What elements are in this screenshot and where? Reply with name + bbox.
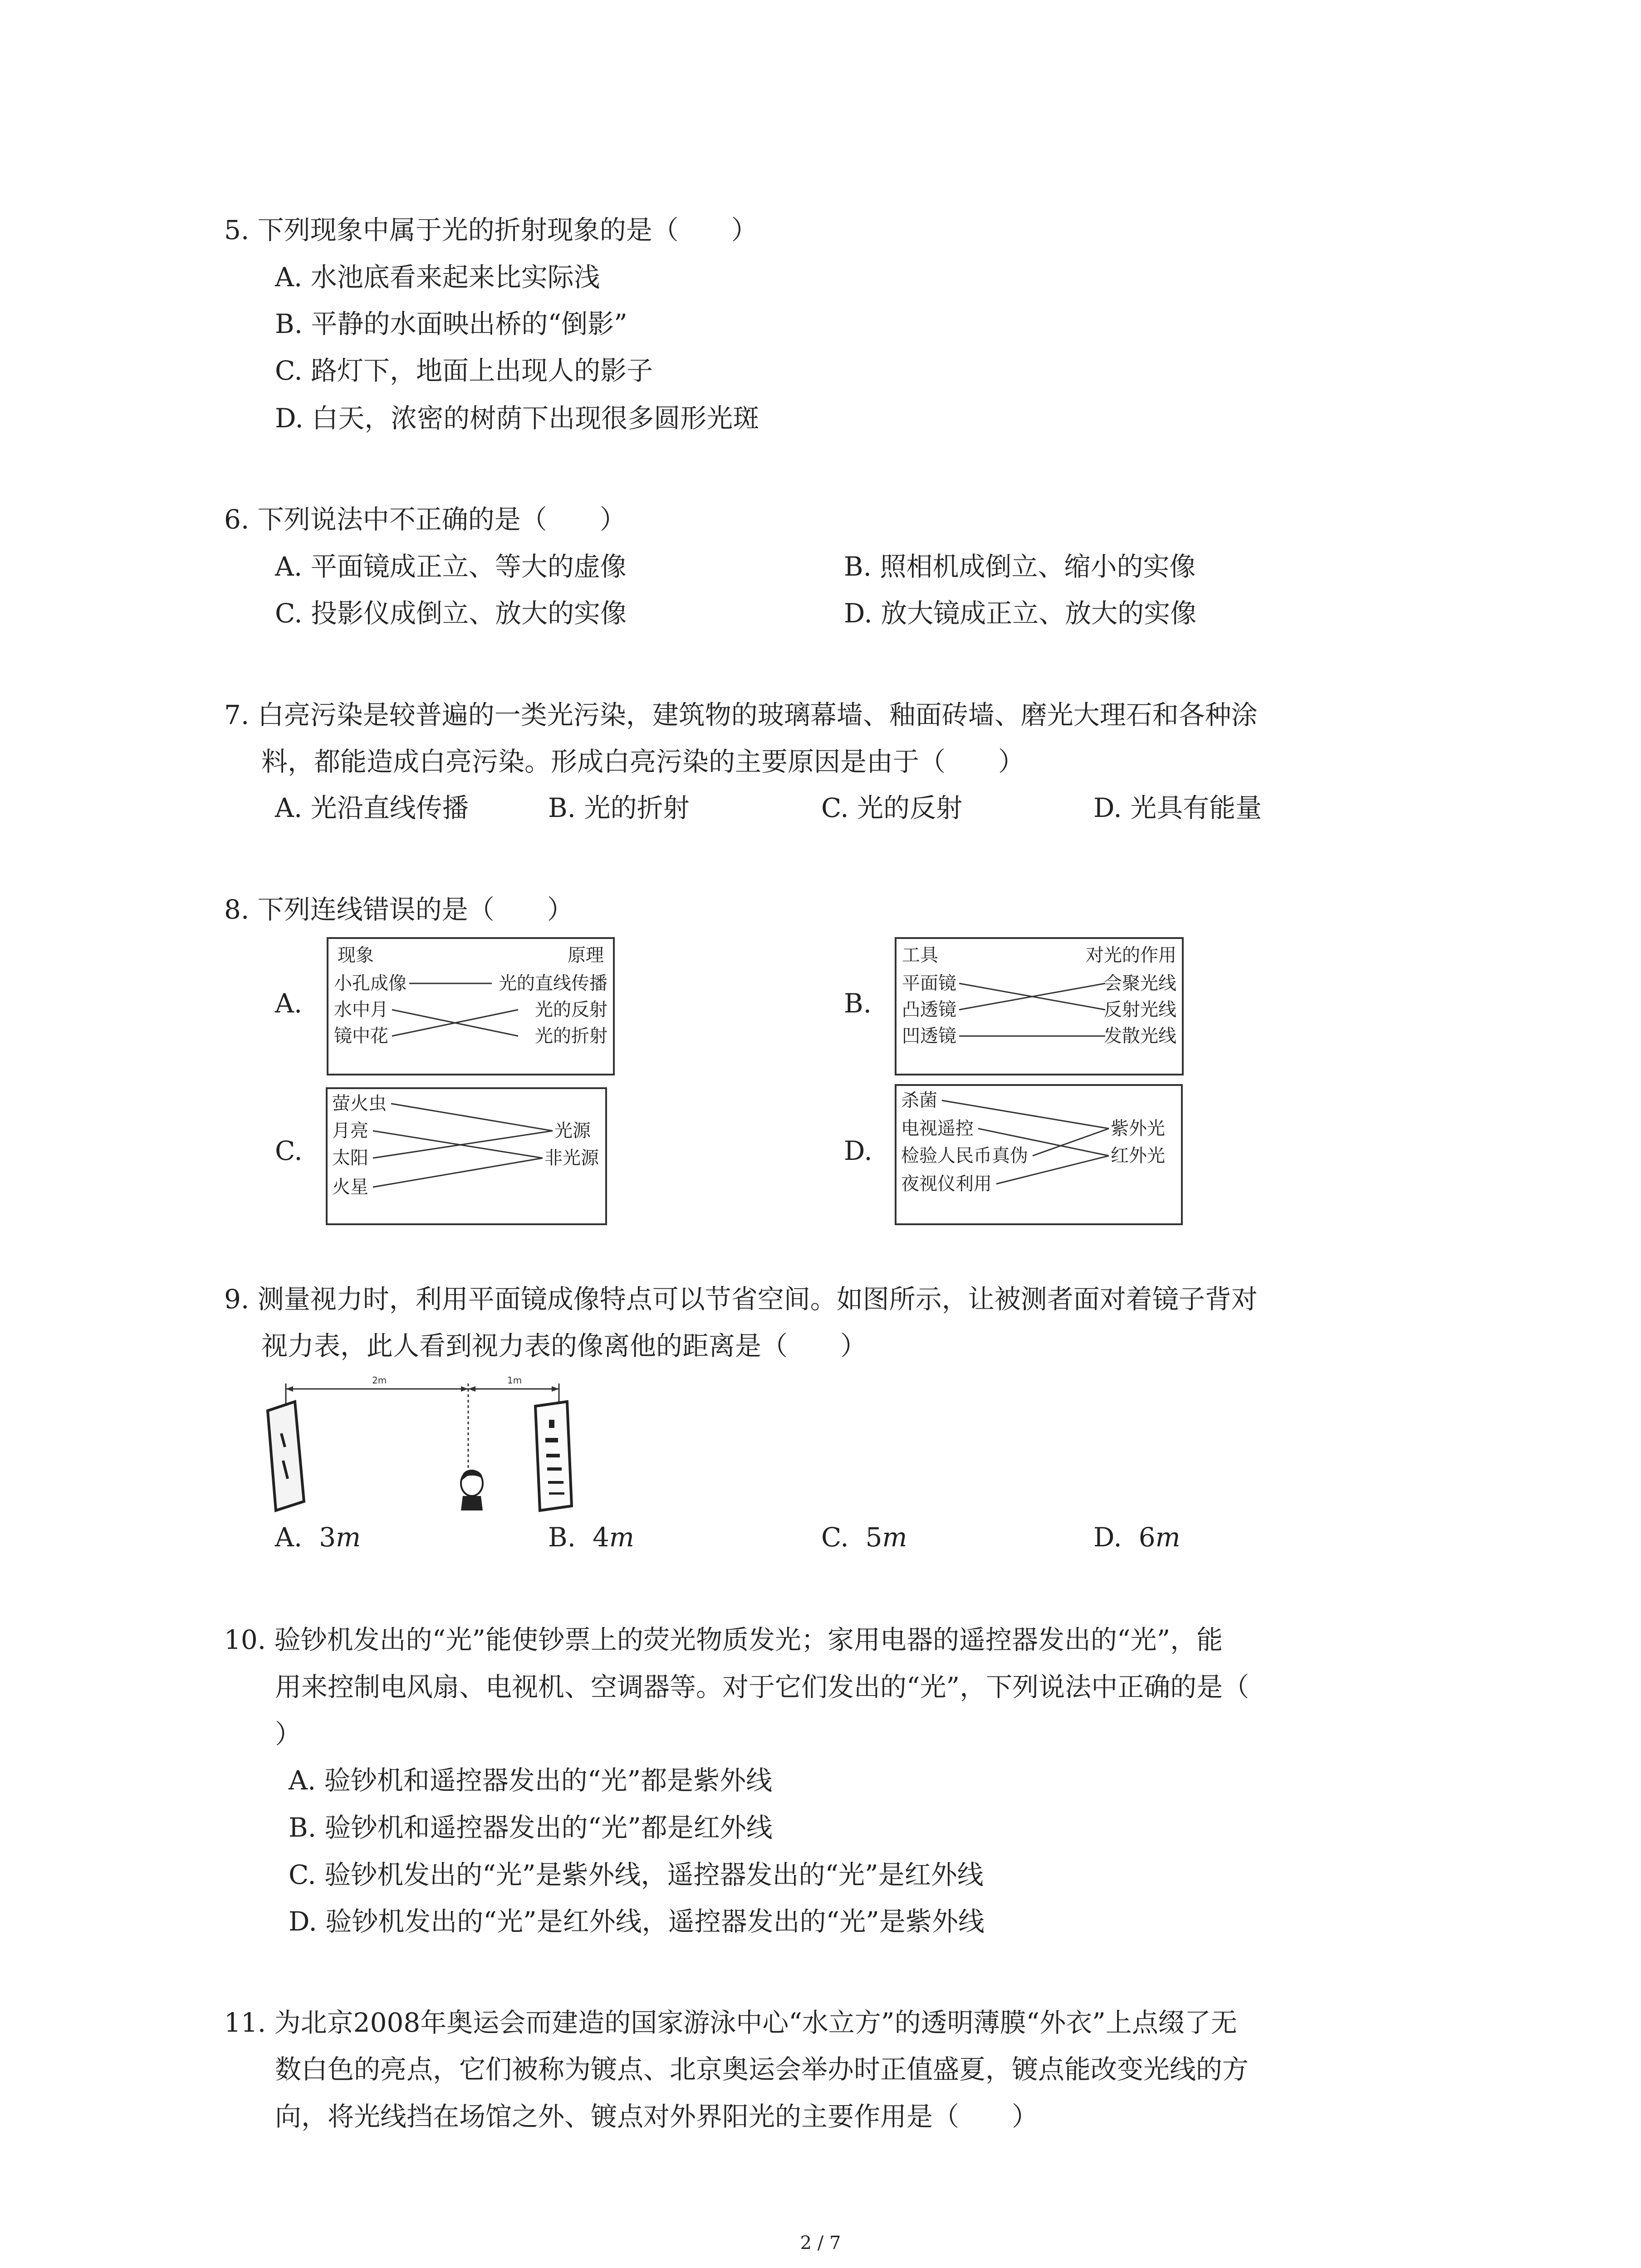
eye-chart-icon <box>535 1402 572 1510</box>
q9-option-d-letter: D. <box>1093 1522 1122 1553</box>
box-d-left-1: 杀菌 <box>901 1090 937 1111</box>
q6-option-c: C. 投影仪成倒立、放大的实像 <box>275 598 627 629</box>
box-d-left-3: 检验人民币真伪 <box>901 1145 1028 1166</box>
q9-option-c-unit: m <box>882 1522 907 1553</box>
connector-c4 <box>373 1158 543 1187</box>
q8-label-c: C. <box>275 1135 303 1166</box>
q11-stem-line1: 11. 为北京2008年奥运会而建造的国家游泳中心“水立方”的透明薄膜“外衣”上点缀了无 <box>224 2007 1237 2038</box>
box-b-left-1: 平面镜 <box>902 973 956 994</box>
q11-stem-line3: 向，将光线挡在场馆之外、镀点对外界阳光的主要作用是（ ） <box>275 2101 1038 2132</box>
q5-option-c: C. 路灯下，地面上出现人的影子 <box>275 355 653 386</box>
box-b-left-2: 凸透镜 <box>902 999 956 1020</box>
box-a-connectors <box>328 939 617 1077</box>
box-a-left-2: 水中月 <box>334 999 388 1020</box>
q10-stem-line3: ） <box>275 1719 302 1750</box>
q9-option-b-letter: B. <box>548 1522 576 1553</box>
eye-chart-diagram <box>259 1370 576 1524</box>
q9-option-c-letter: C. <box>821 1522 849 1553</box>
box-a-head-right: 原理 <box>568 945 604 966</box>
q6-option-b: B. 照相机成倒立、缩小的实像 <box>844 551 1196 582</box>
q9-stem-line2: 视力表，此人看到视力表的像离他的距离是（ ） <box>261 1330 867 1361</box>
person-icon <box>461 1470 483 1510</box>
q8-box-d <box>895 1084 1183 1225</box>
q9-option-a-value: 3 <box>319 1522 336 1553</box>
q9-stem-line1: 9. 测量视力时，利用平面镜成像特点可以节省空间。如图所示，让被测者面对着镜子背对 <box>224 1284 1258 1315</box>
q8-stem: 8. 下列连线错误的是（ ） <box>224 894 573 925</box>
q9-option-b-value: 4 <box>592 1522 609 1553</box>
box-d-left-2: 电视遥控 <box>901 1118 974 1139</box>
page-number: 2 / 7 <box>800 2233 841 2253</box>
q5-option-b: B. 平静的水面映出桥的“倒影” <box>275 308 627 339</box>
q6-option-d: D. 放大镜成正立、放大的实像 <box>844 598 1197 629</box>
q11-stem-line2: 数白色的亮点，它们被称为镀点、北京奥运会举办时正值盛夏，镀点能改变光线的方 <box>275 2054 1249 2085</box>
connector-c1 <box>391 1104 553 1131</box>
box-c-left-1: 萤火虫 <box>332 1093 387 1114</box>
q9-option-d <box>1093 1522 1181 1553</box>
box-b-right-1: 会聚光线 <box>1104 973 1176 994</box>
q8-box-a <box>327 937 615 1075</box>
box-b-connectors <box>896 939 1185 1077</box>
q9-option-a <box>275 1522 361 1553</box>
mirror-icon <box>268 1402 304 1510</box>
box-b-head-right: 对光的作用 <box>1086 945 1176 966</box>
q10-option-c: C. 验钞机发出的“光”是紫外线，遥控器发出的“光”是红外线 <box>289 1859 984 1890</box>
dim-label-1m: 1m <box>507 1375 522 1386</box>
box-a-left-3: 镜中花 <box>334 1026 388 1046</box>
dim-label-2m: 2m <box>372 1375 387 1386</box>
box-a-right-3: 光的折射 <box>535 1026 607 1046</box>
box-d-right-1: 紫外光 <box>1111 1118 1165 1139</box>
q9-option-a-unit: m <box>336 1522 361 1553</box>
q5-option-a: A. 水池底看来起来比实际浅 <box>275 262 600 293</box>
connector-d1 <box>942 1100 1109 1129</box>
box-d-left-4: 夜视仪利用 <box>901 1173 992 1194</box>
box-a-right-2: 光的反射 <box>535 999 607 1020</box>
q10-option-d: D. 验钞机发出的“光”是红外线，遥控器发出的“光”是紫外线 <box>289 1906 985 1937</box>
q8-label-b: B. <box>844 988 872 1019</box>
q6-option-a: A. 平面镜成正立、等大的虚像 <box>275 551 627 582</box>
box-c-right-1: 光源 <box>554 1120 591 1141</box>
q7-stem-line1: 7. 白亮污染是较普遍的一类光污染，建筑物的玻璃幕墙、釉面砖墙、磨光大理石和各种涂 <box>224 699 1258 730</box>
q8-label-a: A. <box>275 988 303 1019</box>
box-c-right-2: 非光源 <box>544 1148 599 1168</box>
box-c-left-2: 月亮 <box>332 1120 368 1141</box>
box-b-right-2: 反射光线 <box>1104 999 1176 1020</box>
q8-box-b <box>895 937 1184 1075</box>
q9-option-a-letter: A. <box>275 1522 303 1553</box>
q9-option-d-value: 6 <box>1138 1522 1156 1553</box>
q6-stem: 6. 下列说法中不正确的是（ ） <box>224 504 626 535</box>
q10-stem-line2: 用来控制电风扇、电视机、空调器等。对于它们发出的“光”，下列说法中正确的是（ <box>275 1672 1249 1702</box>
q8-label-d: D. <box>844 1135 872 1166</box>
q7-option-d: D. 光具有能量 <box>1093 792 1262 823</box>
q9-option-b <box>548 1522 634 1553</box>
q8-box-c <box>326 1087 607 1225</box>
box-c-connectors <box>328 1089 609 1227</box>
q5-option-d: D. 白天，浓密的树荫下出现很多圆形光斑 <box>275 403 759 434</box>
box-a-left-1: 小孔成像 <box>334 973 407 994</box>
box-b-right-3: 发散光线 <box>1104 1026 1176 1046</box>
box-d-connectors <box>896 1086 1185 1227</box>
box-c-left-4: 火星 <box>332 1177 368 1198</box>
box-a-head-left: 现象 <box>338 945 374 966</box>
q10-stem-line1: 10. 验钞机发出的“光”能使钞票上的荧光物质发光；家用电器的遥控器发出的“光”，能 <box>224 1624 1223 1655</box>
box-d-right-2: 红外光 <box>1111 1145 1165 1166</box>
box-b-left-3: 凹透镜 <box>902 1026 956 1046</box>
box-b-head-left: 工具 <box>902 945 938 966</box>
q7-option-c: C. 光的反射 <box>821 792 963 823</box>
q7-stem-line2: 料，都能造成白亮污染。形成白亮污染的主要原因是由于（ ） <box>261 746 1025 777</box>
box-c-left-3: 太阳 <box>332 1148 368 1168</box>
q9-option-c-value: 5 <box>865 1522 882 1553</box>
q5-stem: 5. 下列现象中属于光的折射现象的是（ ） <box>224 215 758 245</box>
q7-option-a: A. 光沿直线传播 <box>275 792 469 823</box>
q10-option-b: B. 验钞机和遥控器发出的“光”都是红外线 <box>289 1812 773 1843</box>
q10-option-a: A. 验钞机和遥控器发出的“光”都是紫外线 <box>289 1765 773 1796</box>
q7-option-b: B. 光的折射 <box>548 792 690 823</box>
box-a-right-1: 光的直线传播 <box>499 973 607 994</box>
q9-option-c <box>821 1522 907 1553</box>
q9-option-b-unit: m <box>609 1522 634 1553</box>
connector-d4 <box>996 1156 1109 1184</box>
q9-option-d-unit: m <box>1155 1522 1181 1553</box>
